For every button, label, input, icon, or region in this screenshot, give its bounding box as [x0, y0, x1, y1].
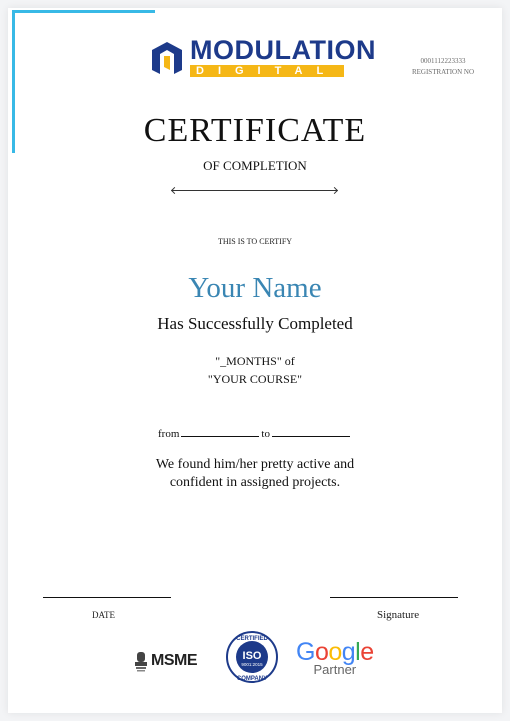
iso-top-text: CERTIFIED: [236, 636, 268, 642]
msme-text: MSME: [151, 652, 197, 669]
google-partner-badge: [296, 640, 374, 677]
brand-name: MODULATION: [190, 35, 376, 65]
iso-number-text: 9001:2015: [241, 662, 263, 667]
date-line: [43, 597, 171, 598]
google-partner-text: Partner: [313, 662, 357, 677]
to-blank-line: [272, 436, 350, 437]
from-blank-line: [181, 436, 259, 437]
course-details: [0, 352, 510, 388]
brand-logo: [148, 35, 376, 77]
certificate-title: CERTIFICATE: [143, 112, 367, 149]
certify-text: THIS IS TO CERTIFY: [217, 237, 293, 246]
iso-bottom-text: COMPANY: [236, 676, 268, 682]
certificate-subtitle: OF COMPLETION: [203, 158, 307, 173]
iso-seal-icon: [226, 631, 278, 683]
signature-label: Signature: [377, 609, 420, 621]
date-label: DATE: [92, 610, 115, 620]
registration-block: [412, 56, 474, 78]
remark-line-1: We found him/her pretty active and: [155, 457, 355, 472]
remark-line-2: confident in assigned projects.: [169, 475, 341, 490]
registration-number: 0001112223333: [420, 57, 466, 65]
signature-line: [330, 597, 458, 598]
to-label: to: [261, 428, 270, 440]
course-text: "YOUR COURSE": [207, 372, 303, 386]
remark: [0, 456, 510, 492]
registration-label: REGISTRATION NO: [411, 68, 474, 76]
google-logo-icon: Google: [296, 638, 374, 666]
iso-main-text: ISO: [242, 650, 262, 662]
modulation-logo-icon: [148, 40, 186, 76]
ornament-divider: [172, 190, 337, 191]
from-label: from: [158, 428, 180, 440]
months-text: "_MONTHS" of: [215, 354, 295, 368]
date-range: [0, 428, 510, 440]
brand-subname: DIGITAL: [190, 65, 344, 77]
completed-text: Has Successfully Completed: [157, 314, 353, 333]
recipient-name: Your Name: [188, 272, 322, 304]
national-emblem-icon: [134, 650, 148, 672]
msme-logo: [134, 650, 197, 672]
